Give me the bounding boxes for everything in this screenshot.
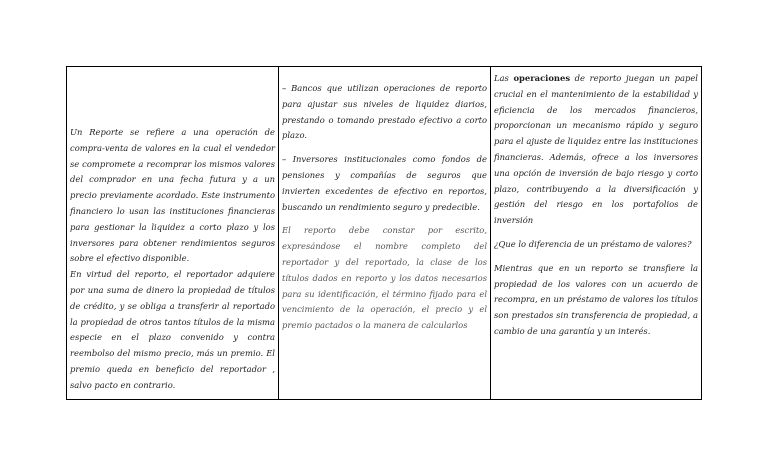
investors-paragraph: – Inversores institucionales como fondos de pensiones y compañías de seguros que invierten excedentes de efectivo en reportos, buscando un rendimiento seguro y predecible. (282, 154, 487, 212)
column-definition (67, 67, 279, 399)
written-requirement-paragraph: El reporto debe constar por escrito, expresándose el nombre completo del reportador y del reportado, la clase de los títulos dados en reporto y los datos necesarios para su identificación, el término fijado para el vencimiento de la operación, el precio y el premio pactados o la manera de calcularlos (282, 225, 487, 331)
importance-text-rest: de reporto juegan un papel crucial en el mantenimiento de la estabilidad y eficiencia de los mercados financieros, proporcionan un mecanismo rápido y seguro para el ajuste de liquidez entre las instituciones financieras. Además, ofrece a los inversores una opción de inversión de bajo riesgo y corto plazo, contribuyendo a la diversificación y gestión del riesgo en los portafolios de inversión (494, 73, 698, 226)
importance-text-start: Las (494, 73, 514, 83)
difference-paragraph: Mientras que en un reporto se transfiere la propiedad de los valores con un acuerdo de recompra, en un préstamo de valores los títulos son prestados sin transferencia de propiedad, a cambio de una garantía y un interés. (494, 262, 698, 336)
question-heading: ¿Que lo diferencia de un préstamo de valores? (494, 238, 692, 249)
definition-paragraph: Un Reporte se refiere a una operación de compra-venta de valores en la cual el vendedor se compromete a recomprar los mismos valores del comprador en una fecha futura y a un precio previamente acordado. Este instrumento financiero lo usan las instituciones financieras para gestionar la liquidez a corto plazo y los inversores para obtener rendimientos seguros sobre el efectivo disponible. (70, 127, 275, 264)
legal-definition-paragraph: En virtud del reporto, el reportador adquiere por una suma de dinero la propiedad de títulos de crédito, y se obliga a transferir al reportado la propiedad de otros tantos títulos de la misma especie en el plazo convenido y contra reembolso del mismo precio, más un premio. El premio queda en beneficio del reportador , salvo pacto en contrario. (70, 269, 275, 390)
importance-bold-word: operaciones (513, 73, 571, 83)
column-importance (491, 67, 701, 399)
banks-paragraph: – Bancos que utilizan operaciones de reporto para ajustar sus niveles de liquidez diarios, prestando o tomando prestado efectivo a corto plazo. (282, 83, 487, 141)
column-participants (279, 67, 491, 399)
importance-paragraph (494, 71, 698, 229)
document-table (66, 66, 702, 400)
